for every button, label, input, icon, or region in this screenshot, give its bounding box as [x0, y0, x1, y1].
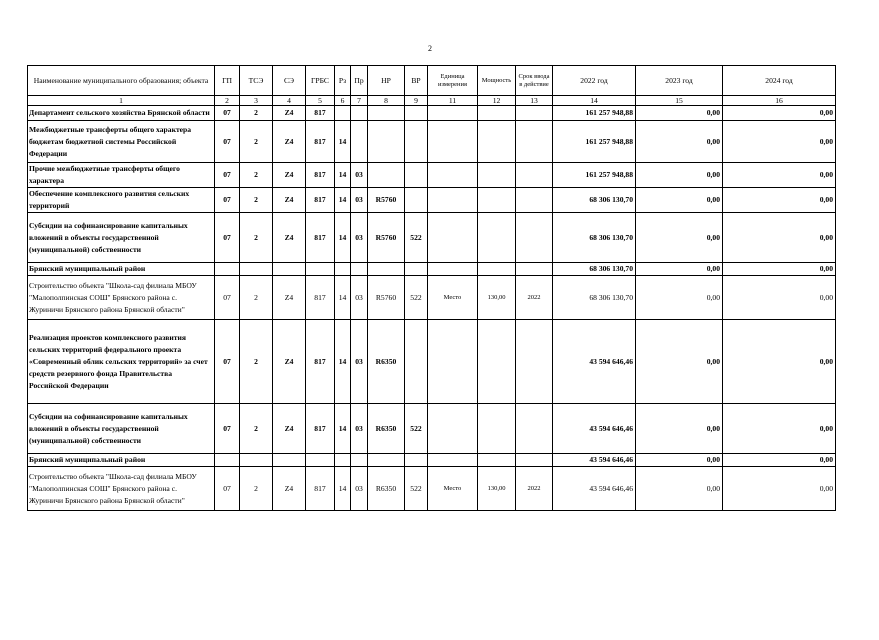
cell-pr: 03: [351, 320, 368, 404]
header-2022: 2022 год: [553, 66, 636, 96]
cell-y2022: 43 594 646,46: [553, 454, 636, 467]
header-unit: Единица измерения: [428, 66, 478, 96]
header-2023: 2023 год: [636, 66, 723, 96]
cell-y2024: 0,00: [723, 213, 836, 263]
cell-y2022: 43 594 646,46: [553, 467, 636, 511]
cell-cap: [478, 213, 516, 263]
cell-y2022: 161 257 948,88: [553, 163, 636, 188]
cell-pr: 03: [351, 188, 368, 213]
cell-vr: [405, 320, 428, 404]
column-index-cell: 8: [368, 96, 405, 106]
cell-se: Z4: [273, 320, 306, 404]
column-index-cell: 9: [405, 96, 428, 106]
cell-nr: [368, 263, 405, 276]
header-vr: ВР: [405, 66, 428, 96]
table-row: [28, 454, 836, 467]
cell-rz: [335, 454, 351, 467]
cell-grbs: 817: [306, 106, 335, 121]
cell-unit: [428, 163, 478, 188]
cell-nr: R5760: [368, 213, 405, 263]
cell-vr: [405, 121, 428, 163]
cell-unit: [428, 121, 478, 163]
cell-term: [516, 263, 553, 276]
cell-nr: R6350: [368, 404, 405, 454]
cell-pr: [351, 454, 368, 467]
cell-gp: 07: [215, 467, 240, 511]
cell-grbs: 817: [306, 404, 335, 454]
cell-unit: Место: [428, 276, 478, 320]
cell-rz: 14: [335, 467, 351, 511]
cell-se: Z4: [273, 213, 306, 263]
cell-pr: 03: [351, 276, 368, 320]
cell-unit: [428, 188, 478, 213]
cell-gp: [215, 263, 240, 276]
cell-y2024: 0,00: [723, 163, 836, 188]
cell-se: Z4: [273, 106, 306, 121]
column-index-cell: 12: [478, 96, 516, 106]
cell-pr: 03: [351, 404, 368, 454]
cell-y2024: 0,00: [723, 263, 836, 276]
cell-y2024: 0,00: [723, 188, 836, 213]
cell-se: [273, 454, 306, 467]
cell-grbs: [306, 454, 335, 467]
budget-table: [27, 65, 836, 511]
table-row: [28, 276, 836, 320]
cell-vr: 522: [405, 467, 428, 511]
column-index-cell: 4: [273, 96, 306, 106]
cell-y2022: 68 306 130,70: [553, 263, 636, 276]
cell-term: [516, 163, 553, 188]
header-2024: 2024 год: [723, 66, 836, 96]
cell-se: Z4: [273, 163, 306, 188]
cell-unit: Место: [428, 467, 478, 511]
cell-y2024: 0,00: [723, 404, 836, 454]
cell-gp: 07: [215, 106, 240, 121]
column-index-cell: 15: [636, 96, 723, 106]
cell-name: Строительство объекта "Школа-сад филиала МБОУ "Малополпинская СОШ" Брянского района с. Журиничи Брянского района Брянской области": [28, 467, 215, 511]
cell-grbs: 817: [306, 163, 335, 188]
cell-tse: 2: [240, 106, 273, 121]
cell-y2023: 0,00: [636, 163, 723, 188]
table-row: [28, 188, 836, 213]
column-index-cell: 1: [28, 96, 215, 106]
cell-vr: [405, 454, 428, 467]
cell-term: [516, 106, 553, 121]
cell-se: Z4: [273, 467, 306, 511]
cell-term: [516, 320, 553, 404]
cell-y2023: 0,00: [636, 276, 723, 320]
cell-unit: [428, 213, 478, 263]
cell-y2024: 0,00: [723, 276, 836, 320]
cell-se: Z4: [273, 276, 306, 320]
cell-term: [516, 404, 553, 454]
table-row: [28, 467, 836, 511]
cell-rz: 14: [335, 404, 351, 454]
header-pr: Пр: [351, 66, 368, 96]
cell-y2022: 43 594 646,46: [553, 404, 636, 454]
header-term: Срок ввода в действие: [516, 66, 553, 96]
cell-cap: [478, 121, 516, 163]
cell-rz: 14: [335, 276, 351, 320]
cell-y2023: 0,00: [636, 404, 723, 454]
cell-unit: [428, 454, 478, 467]
table-row: [28, 106, 836, 121]
cell-se: Z4: [273, 404, 306, 454]
cell-y2023: 0,00: [636, 263, 723, 276]
column-index-cell: 7: [351, 96, 368, 106]
cell-vr: 522: [405, 276, 428, 320]
cell-nr: R5760: [368, 188, 405, 213]
cell-y2024: 0,00: [723, 320, 836, 404]
header-tse: ТСЭ: [240, 66, 273, 96]
header-row: [28, 66, 836, 96]
column-index-cell: 6: [335, 96, 351, 106]
cell-unit: [428, 263, 478, 276]
cell-rz: 14: [335, 121, 351, 163]
cell-y2022: 161 257 948,88: [553, 106, 636, 121]
cell-y2023: 0,00: [636, 213, 723, 263]
table-row: [28, 320, 836, 404]
column-index-cell: 14: [553, 96, 636, 106]
cell-tse: [240, 263, 273, 276]
column-index-cell: 13: [516, 96, 553, 106]
cell-y2024: 0,00: [723, 106, 836, 121]
cell-rz: 14: [335, 163, 351, 188]
cell-se: Z4: [273, 121, 306, 163]
cell-tse: [240, 454, 273, 467]
column-index-cell: 16: [723, 96, 836, 106]
cell-nr: [368, 454, 405, 467]
header-gp: ГП: [215, 66, 240, 96]
cell-name: Прочие межбюджетные трансферты общего характера: [28, 163, 215, 188]
cell-pr: 03: [351, 213, 368, 263]
cell-cap: [478, 163, 516, 188]
cell-cap: [478, 320, 516, 404]
cell-rz: 14: [335, 320, 351, 404]
cell-tse: 2: [240, 121, 273, 163]
cell-y2022: 161 257 948,88: [553, 121, 636, 163]
cell-name: Брянский муниципальный район: [28, 263, 215, 276]
cell-pr: [351, 121, 368, 163]
cell-cap: [478, 263, 516, 276]
cell-rz: [335, 263, 351, 276]
table-row: [28, 404, 836, 454]
cell-pr: [351, 263, 368, 276]
column-index-cell: 11: [428, 96, 478, 106]
cell-grbs: 817: [306, 320, 335, 404]
cell-tse: 2: [240, 320, 273, 404]
cell-y2022: 68 306 130,70: [553, 188, 636, 213]
cell-y2024: 0,00: [723, 454, 836, 467]
cell-term: [516, 213, 553, 263]
column-index-cell: 3: [240, 96, 273, 106]
cell-name: Межбюджетные трансферты общего характера бюджетам бюджетной системы Российской Федерации: [28, 121, 215, 163]
cell-y2024: 0,00: [723, 121, 836, 163]
cell-term: [516, 188, 553, 213]
cell-gp: 07: [215, 121, 240, 163]
cell-tse: 2: [240, 188, 273, 213]
cell-gp: 07: [215, 320, 240, 404]
header-nr: НР: [368, 66, 405, 96]
column-index-cell: 2: [215, 96, 240, 106]
cell-nr: [368, 121, 405, 163]
cell-y2023: 0,00: [636, 454, 723, 467]
cell-pr: 03: [351, 163, 368, 188]
cell-y2022: 68 306 130,70: [553, 213, 636, 263]
cell-name: Строительство объекта "Школа-сад филиала МБОУ "Малополпинская СОШ" Брянского района с. Журиничи Брянского района Брянской области": [28, 276, 215, 320]
cell-nr: [368, 106, 405, 121]
cell-cap: 130,00: [478, 276, 516, 320]
cell-rz: 14: [335, 188, 351, 213]
cell-gp: 07: [215, 213, 240, 263]
cell-vr: 522: [405, 213, 428, 263]
cell-unit: [428, 320, 478, 404]
cell-name: Реализация проектов комплексного развития сельских территорий федерального проекта «Современный облик сельских территорий» за счет средств резервного фонда Правительства Российской Федерации: [28, 320, 215, 404]
header-se: СЭ: [273, 66, 306, 96]
cell-tse: 2: [240, 276, 273, 320]
cell-grbs: 817: [306, 467, 335, 511]
table-row: [28, 121, 836, 163]
table-row: [28, 213, 836, 263]
header-capacity: Мощность: [478, 66, 516, 96]
header-rz: Рз: [335, 66, 351, 96]
cell-y2023: 0,00: [636, 467, 723, 511]
cell-grbs: 817: [306, 121, 335, 163]
cell-nr: R5760: [368, 276, 405, 320]
cell-cap: 130,00: [478, 467, 516, 511]
header-name: Наименование муниципального образования; объекта: [28, 66, 215, 96]
cell-term: 2022: [516, 276, 553, 320]
cell-tse: 2: [240, 404, 273, 454]
cell-y2023: 0,00: [636, 106, 723, 121]
cell-name: Департамент сельского хозяйства Брянской области: [28, 106, 215, 121]
cell-vr: [405, 106, 428, 121]
table-row: [28, 263, 836, 276]
cell-gp: [215, 454, 240, 467]
cell-pr: [351, 106, 368, 121]
cell-unit: [428, 106, 478, 121]
cell-se: Z4: [273, 188, 306, 213]
cell-vr: [405, 263, 428, 276]
cell-rz: [335, 106, 351, 121]
cell-term: [516, 454, 553, 467]
cell-nr: R6350: [368, 467, 405, 511]
cell-gp: 07: [215, 188, 240, 213]
cell-grbs: 817: [306, 276, 335, 320]
cell-grbs: [306, 263, 335, 276]
cell-nr: R6350: [368, 320, 405, 404]
cell-gp: 07: [215, 163, 240, 188]
cell-nr: [368, 163, 405, 188]
cell-y2024: 0,00: [723, 467, 836, 511]
cell-tse: 2: [240, 163, 273, 188]
cell-name: Субсидии на софинансирование капитальных вложений в объекты государственной (муниципальной) собственности: [28, 213, 215, 263]
cell-y2023: 0,00: [636, 188, 723, 213]
cell-y2023: 0,00: [636, 320, 723, 404]
cell-gp: 07: [215, 404, 240, 454]
cell-tse: 2: [240, 467, 273, 511]
cell-term: 2022: [516, 467, 553, 511]
cell-cap: [478, 404, 516, 454]
cell-name: Обеспечение комплексного развития сельских территорий: [28, 188, 215, 213]
column-index-cell: 5: [306, 96, 335, 106]
cell-se: [273, 263, 306, 276]
column-index-row: [28, 96, 836, 106]
cell-cap: [478, 188, 516, 213]
cell-pr: 03: [351, 467, 368, 511]
cell-cap: [478, 106, 516, 121]
cell-gp: 07: [215, 276, 240, 320]
cell-name: Субсидии на софинансирование капитальных вложений в объекты государственной (муниципальной) собственности: [28, 404, 215, 454]
cell-vr: 522: [405, 404, 428, 454]
cell-vr: [405, 163, 428, 188]
cell-vr: [405, 188, 428, 213]
cell-y2022: 43 594 646,46: [553, 320, 636, 404]
header-grbs: ГРБС: [306, 66, 335, 96]
cell-unit: [428, 404, 478, 454]
table-row: [28, 163, 836, 188]
cell-term: [516, 121, 553, 163]
cell-y2022: 68 306 130,70: [553, 276, 636, 320]
cell-y2023: 0,00: [636, 121, 723, 163]
page-number: 2: [428, 44, 432, 53]
cell-name: Брянский муниципальный район: [28, 454, 215, 467]
cell-grbs: 817: [306, 188, 335, 213]
cell-grbs: 817: [306, 213, 335, 263]
cell-rz: 14: [335, 213, 351, 263]
cell-tse: 2: [240, 213, 273, 263]
cell-cap: [478, 454, 516, 467]
